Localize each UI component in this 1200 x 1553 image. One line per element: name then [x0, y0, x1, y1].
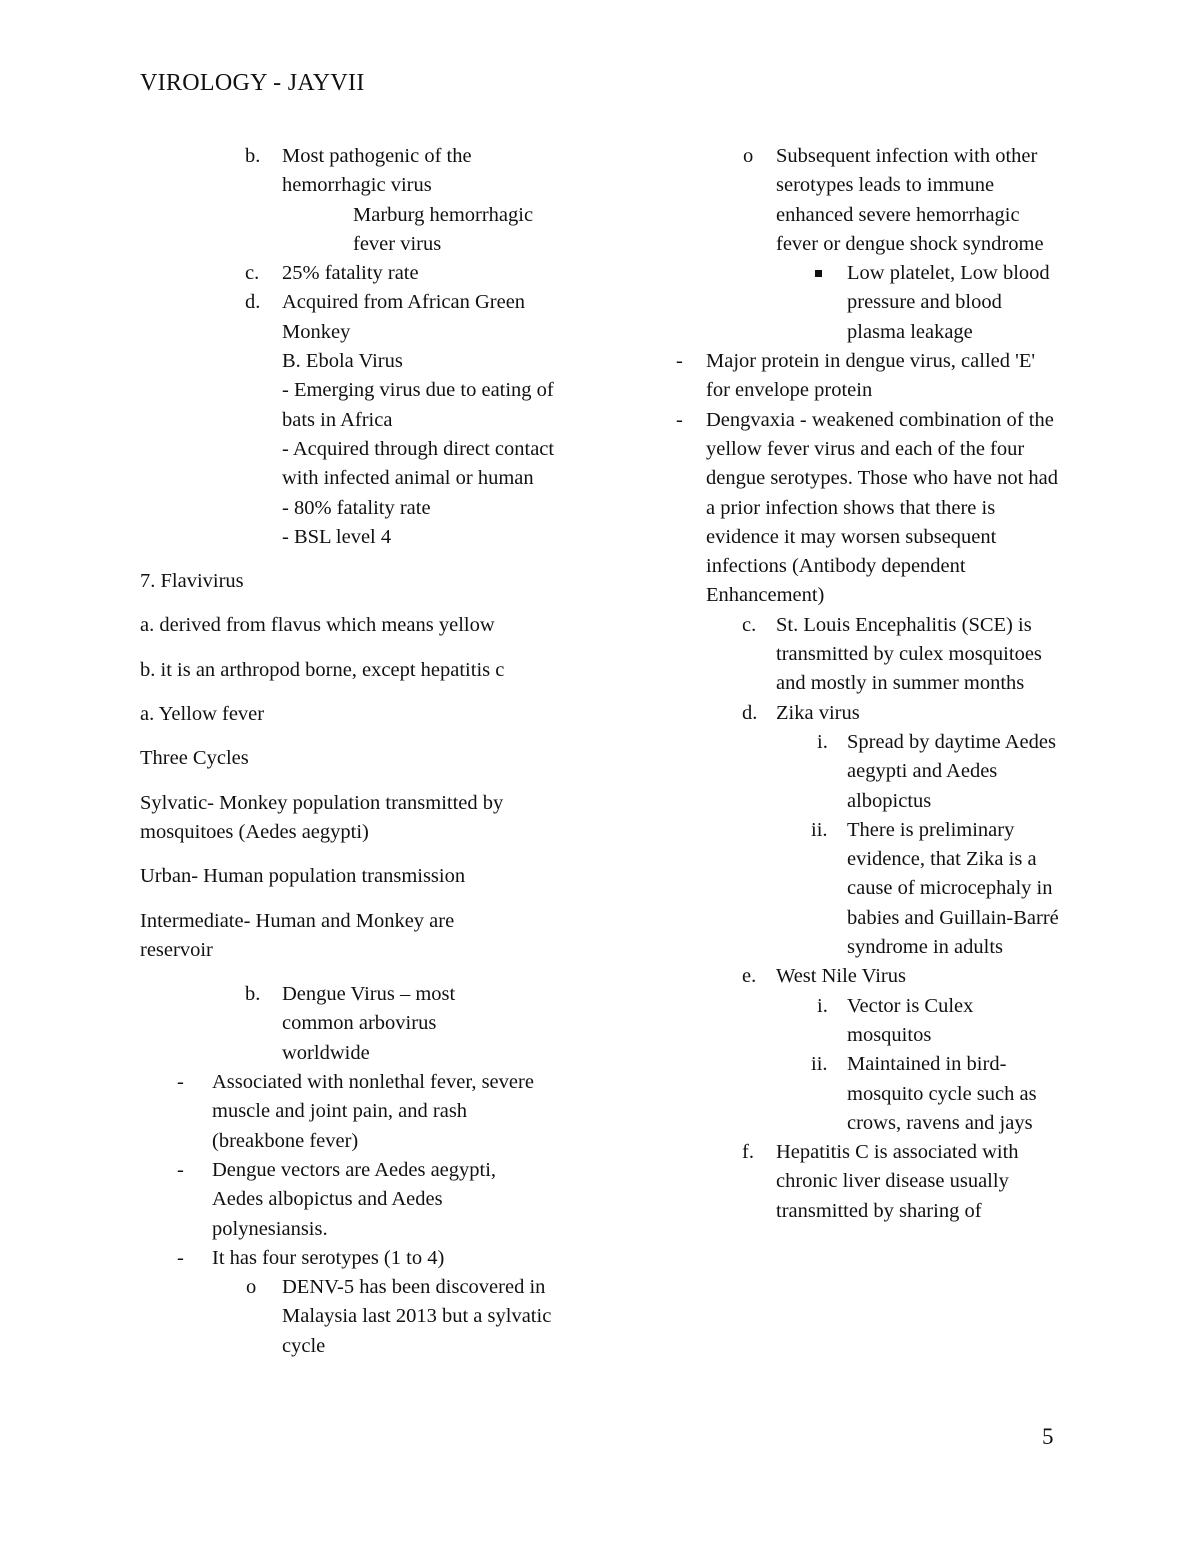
list-text: Low platelet, Low blood pressure and blood plasma leakage	[847, 262, 1050, 343]
list-item-d-acquired	[140, 288, 570, 347]
list-text: Vector is Culex mosquitos	[847, 994, 974, 1046]
low-platelet-item	[640, 259, 1062, 347]
page-number: 5	[1042, 1424, 1054, 1449]
ebola-point: - BSL level 4	[282, 525, 392, 548]
list-text: Major protein in dengue virus, called 'E' for envelope protein	[706, 350, 1036, 402]
list-text: There is preliminary evidence, that Zika is a cause of microcephaly in babies and Guillain-Barré syndrome in adults	[847, 818, 1059, 959]
paragraph-text: Marburg hemorrhagic fever virus	[353, 203, 534, 255]
list-marker: b.	[245, 145, 261, 167]
square-bullet	[815, 270, 822, 277]
list-item-f-hepatitis-c	[640, 1138, 1062, 1226]
list-text: Subsequent infection with other serotypes leads to immune enhanced severe hemorrhagic fever or dengue shock syndrome	[776, 145, 1044, 255]
list-item-c-st-louis	[640, 611, 1062, 699]
ebola-point: - Acquired through direct contact with infected animal or human	[282, 437, 555, 490]
yellow-fever-heading: a. Yellow fever	[140, 703, 265, 726]
ebola-title: B. Ebola Virus	[282, 350, 403, 373]
dash-marker: -	[177, 1071, 184, 1094]
list-text: Dengue vectors are Aedes aegypti, Aedes albopictus and Aedes polynesiansis.	[212, 1158, 497, 1240]
list-marker: d.	[742, 701, 758, 724]
list-marker: d.	[245, 291, 261, 314]
list-item-d-zika	[640, 699, 1070, 728]
dengue-bullet	[140, 1244, 570, 1273]
section-heading-flavivirus: 7. Flavivirus	[140, 570, 244, 593]
list-text: Dengue Virus – most common arbovirus worldwide	[282, 983, 456, 1064]
list-item-b-pathogenic	[140, 142, 570, 201]
list-marker: f.	[742, 1141, 754, 1164]
list-marker: e.	[742, 965, 757, 988]
list-item-dengue	[140, 980, 500, 1068]
ebola-section	[140, 347, 570, 552]
ebola-point: - Emerging virus due to eating of bats in Africa	[282, 379, 554, 431]
list-text: DENV-5 has been discovered in Malaysia last 2013 but a sylvatic cycle	[282, 1276, 552, 1357]
left-column	[140, 142, 570, 1361]
list-item-e-west-nile	[640, 962, 1070, 991]
three-cycles-heading: Three Cycles	[140, 747, 249, 770]
list-text: Maintained in bird-mosquito cycle such as crows, ravens and jays	[847, 1053, 1037, 1134]
flavivirus-point-a: a. derived from flavus which means yellow	[140, 614, 495, 637]
denv5-subitem	[140, 1273, 552, 1361]
flavivirus-point-b: b. it is an arthropod borne, except hepatitis c	[140, 658, 505, 681]
dash-marker: -	[177, 1158, 184, 1181]
list-item-c-fatality	[140, 259, 570, 288]
list-text: West Nile Virus	[776, 965, 906, 988]
dengue-bullet-protein	[640, 347, 1062, 406]
list-text: 25% fatality rate	[282, 262, 419, 285]
list-text: Zika virus	[776, 701, 860, 724]
list-text: Associated with nonlethal fever, severe muscle and joint pain, and rash (breakbone fever)	[212, 1071, 534, 1152]
west-nile-subitem-ii	[640, 1050, 1052, 1138]
roman-marker: ii.	[811, 1053, 828, 1076]
circle-bullet: o	[743, 145, 754, 167]
zika-subitem-i	[640, 728, 1062, 816]
document-header: VIROLOGY - JAYVII	[140, 70, 365, 96]
right-column	[640, 142, 1070, 1226]
dash-marker: -	[177, 1246, 184, 1269]
roman-marker: i.	[817, 730, 828, 753]
subsequent-infection-item	[640, 142, 1062, 259]
list-marker: c.	[742, 613, 757, 636]
west-nile-subitem-i	[640, 992, 1027, 1051]
roman-marker: ii.	[811, 818, 828, 841]
circle-bullet: o	[246, 1276, 257, 1299]
list-text: It has four serotypes (1 to 4)	[212, 1246, 445, 1269]
marburg-subitem	[140, 201, 570, 260]
list-marker: c.	[245, 262, 260, 285]
list-text: Hepatitis C is associated with chronic liver disease usually transmitted by sharing of	[776, 1141, 1019, 1222]
dengue-bullet	[140, 1068, 542, 1156]
list-text: Dengvaxia - weakened combination of the yellow fever virus and each of the four dengue serotypes. Those who have not had a prior infection shows that there is evidence it may worsen subsequent infections (Antibody dependent Enhancement)	[706, 408, 1059, 607]
ebola-point: - 80% fatality rate	[282, 496, 431, 519]
list-marker: b.	[245, 983, 261, 1006]
list-text: St. Louis Encephalitis (SCE) is transmitted by culex mosquitoes and mostly in summer months	[776, 613, 1042, 695]
dengue-bullet	[140, 1156, 547, 1244]
list-text: Most pathogenic of the hemorrhagic virus	[282, 145, 472, 197]
list-text: Spread by daytime Aedes aegypti and Aedes albopictus	[847, 730, 1056, 812]
dengue-bullet-dengvaxia	[640, 406, 1062, 611]
dash-marker: -	[676, 350, 683, 373]
sylvatic-cycle: Sylvatic- Monkey population transmitted by mosquitoes (Aedes aegypti)	[140, 791, 504, 843]
zika-subitem-ii	[640, 816, 1062, 962]
intermediate-cycle: Intermediate- Human and Monkey are reservoir	[140, 909, 455, 961]
roman-marker: i.	[817, 994, 828, 1017]
dash-marker: -	[676, 408, 683, 431]
list-text: Acquired from African Green Monkey	[282, 291, 526, 343]
urban-cycle: Urban- Human population transmission	[140, 865, 466, 888]
